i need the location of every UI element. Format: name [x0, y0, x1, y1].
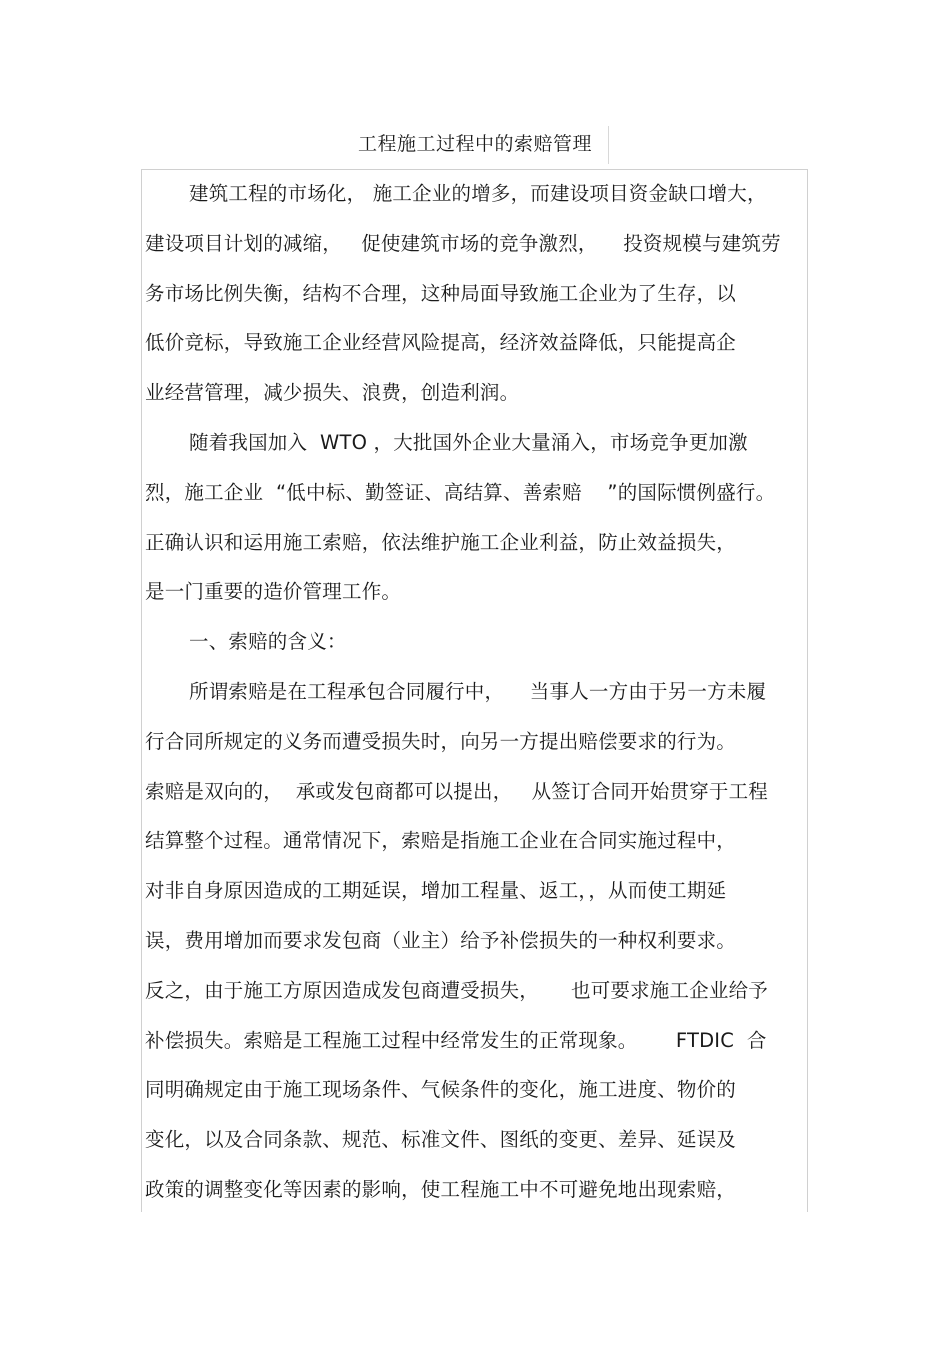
frame-left-border — [141, 169, 142, 1212]
text-line: 索赔是双向的， 承或发包商都可以提出， 从签订合同开始贯穿于工程 — [145, 779, 768, 803]
text-line: 烈，施工企业 “低中标、勤签证、高结算、善索赔 ”的国际惯例盛行。 — [145, 480, 776, 504]
text-line: 误，费用增加而要求发包商（业主）给予补偿损失的一种权利要求。 — [145, 928, 737, 952]
text-line: 建筑工程的市场化， 施工企业的增多，而建设项目资金缺口增大， — [189, 182, 767, 205]
text-line: 随着我国加入 WTO ，大批国外企业大量涌入，市场竞争更加激 — [189, 430, 748, 454]
text-line: 反之，由于施工方原因造成发包商遭受损失， 也可要求施工企业给予 — [145, 978, 768, 1002]
text-line: 正确认识和运用施工索赔，依法维护施工企业利益，防止效益损失， — [145, 530, 737, 554]
text-line: 政策的调整变化等因素的影响，使工程施工中不可避免地出现索赔， — [145, 1177, 737, 1201]
title-divider — [608, 126, 609, 164]
text-line: 一、索赔的含义： — [189, 630, 347, 654]
text-line: 变化，以及合同条款、规范、标准文件、图纸的变更、差异、延误及 — [145, 1128, 737, 1152]
text-line: 补偿损失。索赔是工程施工过程中经常发生的正常现象。 FTDIC 合 — [145, 1028, 767, 1052]
frame-right-border — [807, 169, 808, 1212]
document-title: 工程施工过程中的索赔管理 — [357, 133, 592, 155]
text-line: 低价竞标，导致施工企业经营风险提高，经济效益降低，只能提高企 — [145, 331, 737, 355]
text-line: 同明确规定由于施工现场条件、气候条件的变化，施工进度、物价的 — [145, 1078, 737, 1102]
text-line: 结算整个过程。通常情况下，索赔是指施工企业在合同实施过程中， — [145, 829, 737, 853]
text-line: 建设项目计划的减缩， 促使建筑市场的竞争激烈， 投资规模与建筑劳 — [145, 231, 781, 255]
text-line: 行合同所规定的义务而遭受损失时，向另一方提出赔偿要求的行为。 — [145, 729, 737, 753]
text-line: 是一门重要的造价管理工作。 — [145, 580, 402, 604]
text-line: 对非自身原因造成的工期延误，增加工程量、返工，，从而使工期延 — [145, 879, 727, 903]
text-line: 所谓索赔是在工程承包合同履行中， 当事人一方由于另一方未履 — [189, 679, 767, 703]
document-body — [145, 169, 805, 1215]
text-line: 务市场比例失衡，结构不合理，这种局面导致施工企业为了生存，以 — [145, 281, 737, 305]
text-line: 业经营管理，减少损失、浪费，创造利润。 — [145, 381, 520, 405]
